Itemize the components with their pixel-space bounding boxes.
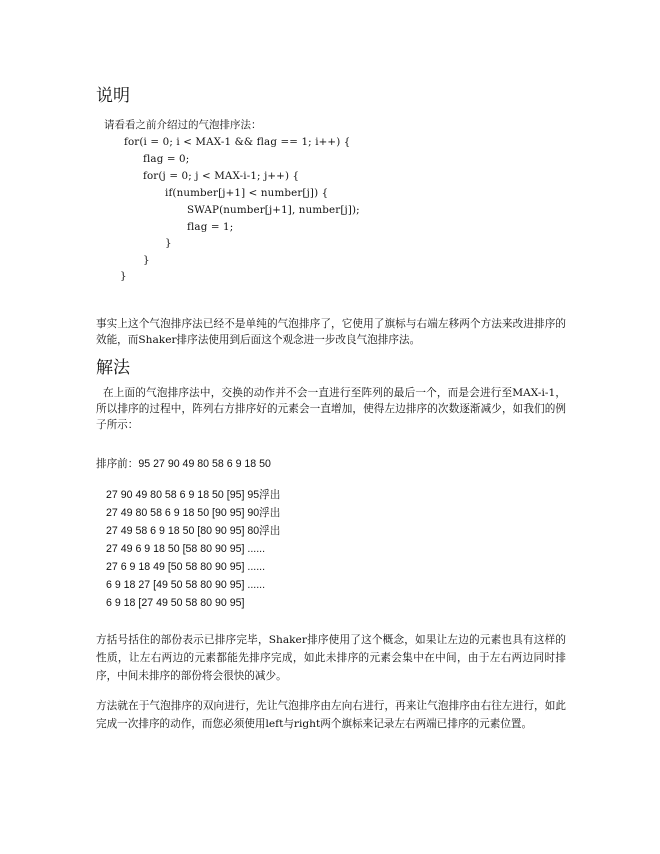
sort-step-line: 6 9 18 27 [49 50 58 80 90 95] ......: [106, 579, 266, 591]
sort-step-line: 27 6 9 18 49 [50 58 80 90 95] ......: [106, 561, 266, 573]
code-line: }: [120, 270, 127, 282]
before-sort-line: 排序前：95 27 90 49 80 58 6 9 18 50: [96, 458, 271, 470]
sort-step-line: 27 90 49 80 58 6 9 18 50 [95] 95浮出: [106, 489, 281, 501]
sort-step-line: 27 49 80 58 6 9 18 50 [90 95] 90浮出: [106, 507, 281, 519]
sort-step-line: 27 49 6 9 18 50 [58 80 90 95] ......: [106, 543, 266, 555]
paragraph-solution: 在上面的气泡排序法中，交换的动作并不会一直进行至阵列的最后一个，而是会进行至MAX-i-1，所以排序的过程中，阵列右方排序好的元素会一直增加，使得左边排序的次数逐渐减少，如我们的例子所示：: [96, 387, 566, 431]
intro-text: 请看看之前介绍过的气泡排序法：: [104, 119, 262, 131]
code-line: flag = 0;: [143, 153, 190, 165]
code-line: for(j = 0; j < MAX-i-1; j++) {: [143, 170, 300, 182]
code-line: }: [143, 254, 150, 266]
section-heading-description: 说明: [96, 86, 130, 106]
code-line: }: [165, 237, 172, 249]
paragraph-bubble-sort-note: 事实上这个气泡排序法已经不是单纯的气泡排序了，它使用了旗标与右端左移两个方法来改进排序的效能，而Shaker排序法使用到后面这个观念进一步改良气泡排序法。: [96, 318, 566, 346]
paragraph-bracket-explanation: 方括号括住的部份表示已排序完毕，Shaker排序使用了这个概念，如果让左边的元素也具有这样的性质，让左右两边的元素都能先排序完成，如此未排序的元素会集中在中间，由于左右两边同时排序，中间未排序的部份将会很快的减少。: [96, 634, 566, 682]
code-line: flag = 1;: [187, 221, 234, 233]
paragraph-method: 方法就在于气泡排序的双向进行，先让气泡排序由左向右进行，再来让气泡排序由右往左进行，如此完成一次排序的动作，而您必须使用left与right两个旗标来记录左右两端已排序的元素位置。: [96, 700, 566, 730]
code-line: if(number[j+1] < number[j]) {: [165, 187, 329, 199]
sort-step-line: 27 49 58 6 9 18 50 [80 90 95] 80浮出: [106, 525, 281, 537]
section-heading-solution: 解法: [96, 358, 130, 378]
code-line: SWAP(number[j+1], number[j]);: [187, 204, 360, 216]
sort-step-line: 6 9 18 [27 49 50 58 80 90 95]: [106, 597, 245, 609]
code-line: for(i = 0; i < MAX-1 && flag == 1; i++) {: [124, 136, 351, 148]
